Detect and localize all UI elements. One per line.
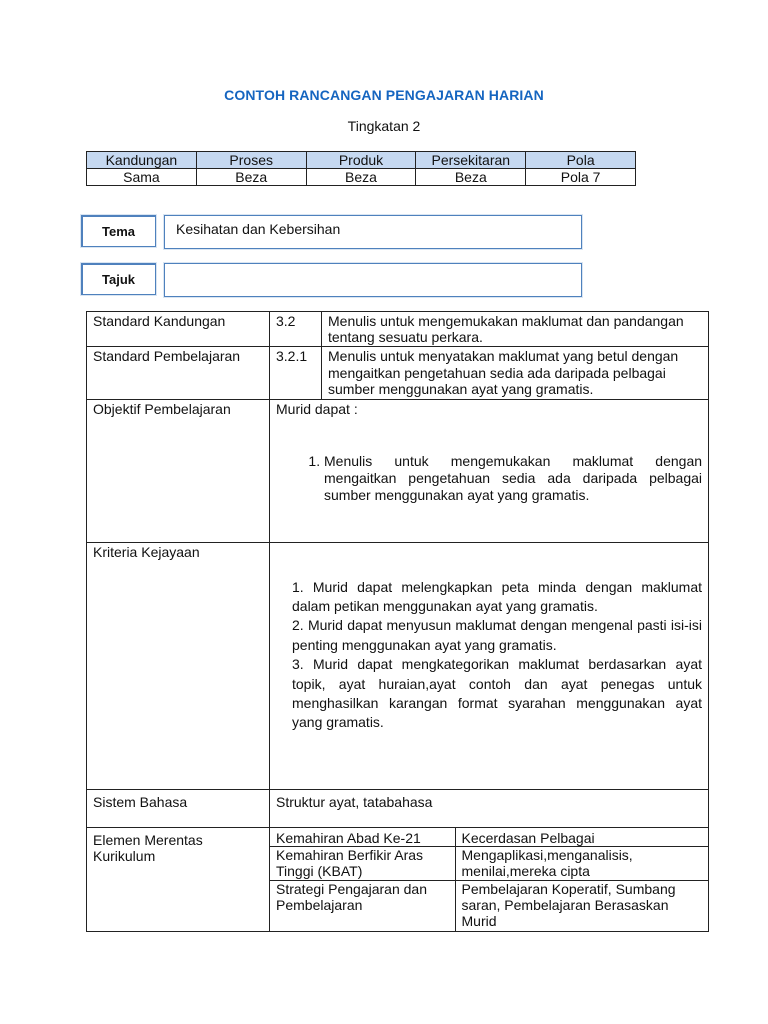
table-row xyxy=(270,880,708,931)
list-item: 3. Murid dapat mengkategorikan maklumat berdasarkan ayat topik, ayat huraian,ayat contoh dan ayat penegas untuk menghasilkan karangan format syarahan menggunakan ayat yang gramatis. xyxy=(292,656,703,731)
elemen-left-cell: Kemahiran Abad Ke-21 xyxy=(270,828,455,847)
kriteria-content xyxy=(270,542,709,789)
kriteria-row xyxy=(87,542,709,789)
elemen-merentas-table xyxy=(270,828,708,931)
pola-header-cell: Produk xyxy=(306,152,416,169)
standard-kandungan-text: Menulis untuk mengemukakan maklumat dan pandangan tentang sesuatu perkara. xyxy=(322,312,709,347)
table-row xyxy=(270,828,708,847)
pola-value-cell: Beza xyxy=(196,169,306,186)
pola-header-row xyxy=(87,152,636,169)
sistem-bahasa-label: Sistem Bahasa xyxy=(87,789,270,827)
pola-header-cell: Persekitaran xyxy=(416,152,526,169)
pola-value-cell: Beza xyxy=(416,169,526,186)
tema-label: Tema xyxy=(81,215,156,247)
sistem-bahasa-value: Struktur ayat, tatabahasa xyxy=(270,789,709,827)
standard-kandungan-code: 3.2 xyxy=(270,312,322,347)
page-title: CONTOH RANCANGAN PENGAJARAN HARIAN xyxy=(224,87,544,103)
kriteria-label: Kriteria Kejayaan xyxy=(87,542,270,789)
elemen-right-cell: Kecerdasan Pelbagai xyxy=(455,828,708,847)
standard-pembelajaran-row xyxy=(87,347,709,400)
objektif-list xyxy=(276,453,702,504)
pola-header-cell: Proses xyxy=(196,152,306,169)
list-item: 2. Murid dapat menyusun maklumat dengan mengenal pasti isi-isi penting menggunakan ayat yang gramatis. xyxy=(292,617,703,653)
objektif-intro: Murid dapat : xyxy=(276,400,358,417)
standard-kandungan-row xyxy=(87,312,709,347)
pola-value-cell: Sama xyxy=(87,169,197,186)
sistem-bahasa-row xyxy=(87,789,709,827)
standard-pembelajaran-text: Menulis untuk menyatakan maklumat yang betul dengan mengaitkan pengetahuan sedia ada daripada pelbagai sumber menggunakan ayat yang gramatis. xyxy=(322,347,709,400)
list-item: 1. Menulis untuk mengemukakan maklumat dengan mengaitkan pengetahuan sedia ada daripada pelbagai sumber menggunakan ayat yang gramatis. xyxy=(324,453,702,504)
pola-header-cell: Pola xyxy=(526,152,636,169)
elemen-right-cell: Mengaplikasi,menganalisis, menilai,mereka cipta xyxy=(455,846,708,880)
standard-pembelajaran-code: 3.2.1 xyxy=(270,347,322,400)
table-row xyxy=(270,846,708,880)
standard-pembelajaran-label: Standard Pembelajaran xyxy=(87,347,270,400)
elemen-right-cell: Pembelajaran Koperatif, Sumbang saran, Pembelajaran Berasaskan Murid xyxy=(455,880,708,931)
list-item: 1. Murid dapat melengkapkan peta minda dengan maklumat dalam petikan menggunakan ayat yang gramatis. xyxy=(292,578,703,614)
pola-value-row xyxy=(87,169,636,186)
elemen-left-cell: Strategi Pengajaran dan Pembelajaran xyxy=(270,880,455,931)
kriteria-list xyxy=(276,578,702,733)
tema-value: Kesihatan dan Kebersihan xyxy=(164,215,582,249)
objektif-content xyxy=(270,399,709,542)
objektif-row xyxy=(87,399,709,542)
elemen-merentas-row xyxy=(87,827,709,931)
objektif-label: Objektif Pembelajaran xyxy=(87,399,270,542)
standard-kandungan-label: Standard Kandungan xyxy=(87,312,270,347)
elemen-left-cell: Kemahiran Berfikir Aras Tinggi (KBAT) xyxy=(270,846,455,880)
pola-header-cell: Kandungan xyxy=(87,152,197,169)
pola-table xyxy=(86,151,636,186)
pola-value-cell: Beza xyxy=(306,169,416,186)
tajuk-label: Tajuk xyxy=(81,263,156,295)
pola-value-cell: Pola 7 xyxy=(526,169,636,186)
lesson-plan-table xyxy=(86,311,709,932)
elemen-merentas-label: Elemen Merentas Kurikulum xyxy=(87,827,270,931)
elemen-merentas-content xyxy=(270,827,709,931)
page-subtitle: Tingkatan 2 xyxy=(347,118,421,134)
tajuk-value xyxy=(164,263,582,297)
